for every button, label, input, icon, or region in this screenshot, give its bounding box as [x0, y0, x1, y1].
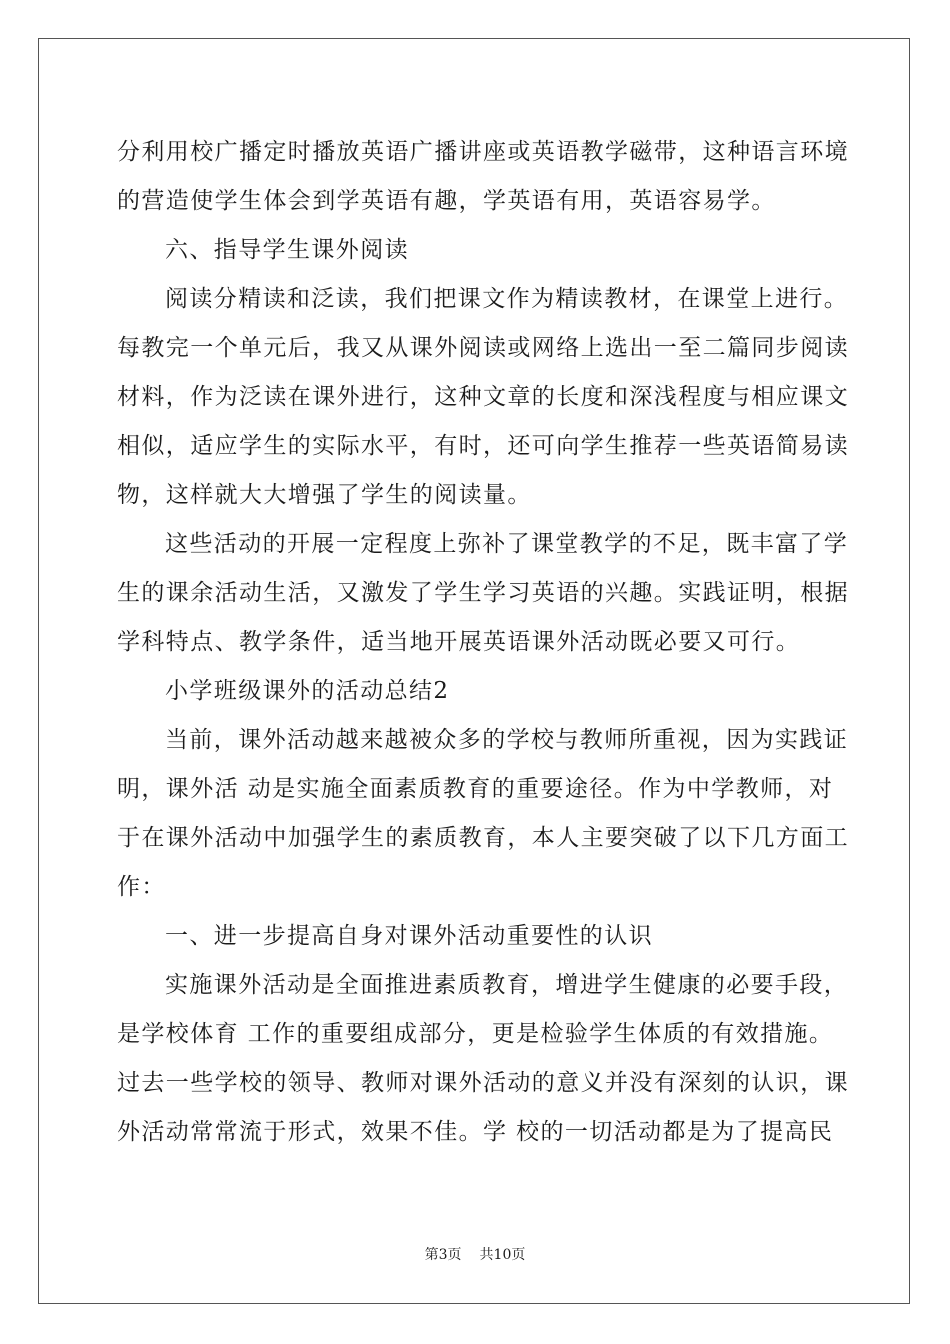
body-line: 是学校体育 工作的重要组成部分，更是检验学生体质的有效措施。 — [117, 1021, 834, 1047]
body-line: 材料，作为泛读在课外进行，这种文章的长度和深浅程度与相应课文 — [117, 384, 849, 410]
body-line: 明，课外活 动是实施全面素质教育的重要途径。作为中学教师，对 — [117, 776, 834, 802]
section-title: 小学班级课外的活动总结2 — [165, 678, 450, 704]
body-line: 生的课余活动生活，又激发了学生学习英语的兴趣。实践证明，根据 — [117, 580, 849, 606]
body-line: 物，这样就大大增强了学生的阅读量。 — [117, 482, 532, 508]
body-line: 阅读分精读和泛读，我们把课文作为精读教材，在课堂上进行。 — [165, 286, 849, 312]
body-line: 每教完一个单元后，我又从课外阅读或网络上选出一至二篇同步阅读 — [117, 335, 849, 361]
body-line: 过去一些学校的领导、教师对课外活动的意义并没有深刻的认识，课 — [117, 1070, 849, 1096]
body-line: 学科特点、教学条件，适当地开展英语课外活动既必要又可行。 — [117, 629, 801, 655]
page-number: 第3页 — [424, 1247, 462, 1263]
body-line: 实施课外活动是全面推进素质教育，增进学生健康的必要手段， — [165, 972, 849, 998]
section-heading: 一、进一步提高自身对课外活动重要性的认识 — [165, 923, 653, 949]
body-line: 于在课外活动中加强学生的素质教育，本人主要突破了以下几方面工 — [117, 825, 849, 851]
section-heading: 六、指导学生课外阅读 — [165, 237, 409, 263]
page-border — [38, 38, 910, 1304]
body-line: 相似，适应学生的实际水平，有时，还可向学生推荐一些英语简易读 — [117, 433, 849, 459]
page-total: 共10页 — [479, 1247, 526, 1263]
page-footer — [0, 1246, 950, 1264]
body-line: 作： — [117, 874, 166, 900]
body-line: 外活动常常流于形式，效果不佳。学 校的一切活动都是为了提高民 — [117, 1119, 834, 1145]
body-line: 分利用校广播定时播放英语广播讲座或英语教学磁带，这种语言环境 — [117, 139, 849, 165]
body-line: 的营造使学生体会到学英语有趣，学英语有用，英语容易学。 — [117, 188, 776, 214]
body-line: 当前，课外活动越来越被众多的学校与教师所重视，因为实践证 — [165, 727, 849, 753]
body-line: 这些活动的开展一定程度上弥补了课堂教学的不足，既丰富了学 — [165, 531, 849, 557]
